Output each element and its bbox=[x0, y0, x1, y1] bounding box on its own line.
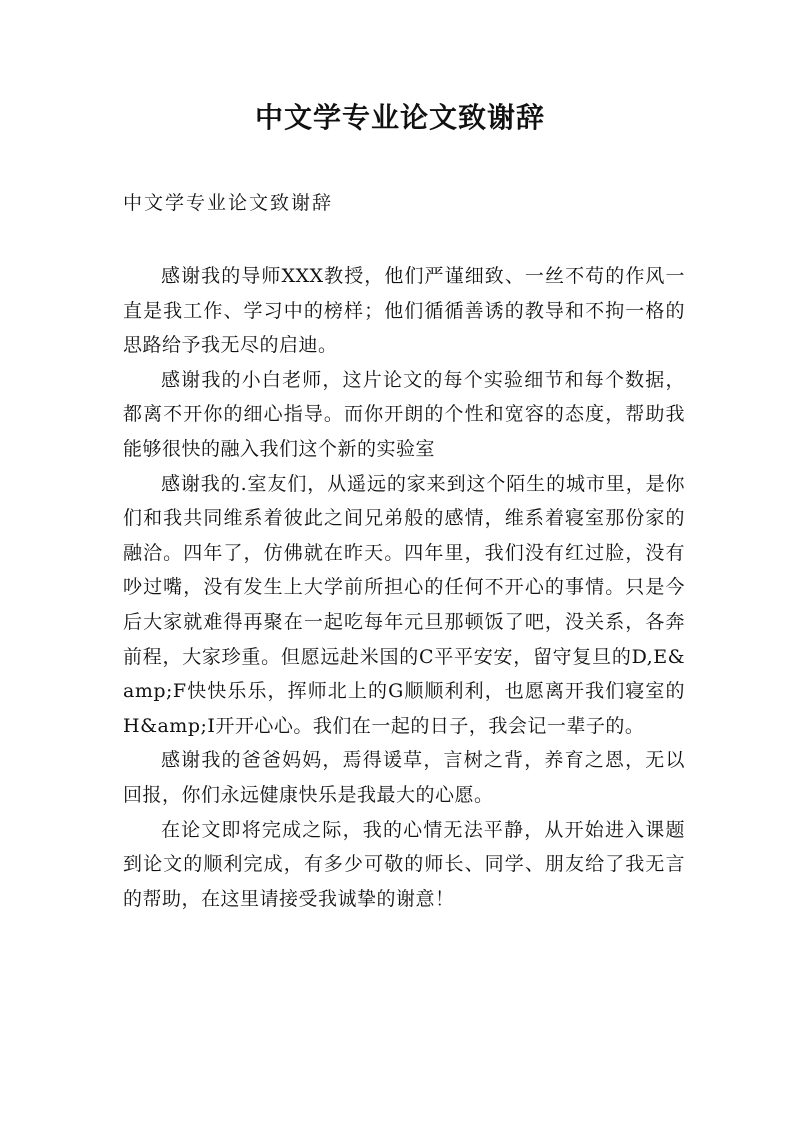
paragraph-parents: 感谢我的爸爸妈妈，焉得谖草，言树之背，养育之恩，无以回报，你们永远健康快乐是我最大的心愿。 bbox=[123, 749, 685, 806]
paragraph-closing: 在论文即将完成之际，我的心情无法平静，从开始进入课题到论文的顺利完成，有多少可敬的师长、同学、朋友给了我无言的帮助，在这里请接受我诚挚的谢意！ bbox=[123, 818, 685, 910]
paragraph-advisor: 感谢我的导师XXX教授，他们严谨细致、一丝不苟的作风一直是我工作、学习中的榜样；他们循循善诱的教导和不拘一格的思路给予我无尽的启迪。 bbox=[123, 265, 685, 357]
document-body bbox=[123, 259, 685, 916]
page-title: 中文学专业论文致谢辞 bbox=[254, 101, 545, 134]
document-subtitle: 中文学专业论文致谢辞 bbox=[123, 192, 334, 214]
paragraph-teacher: 感谢我的小白老师，这片论文的每个实验细节和每个数据，都离不开你的细心指导。而你开朗的个性和宽容的态度，帮助我能够很快的融入我们这个新的实验室 bbox=[123, 368, 685, 460]
paragraph-roommates: 感谢我的.室友们，从遥远的家来到这个陌生的城市里，是你们和我共同维系着彼此之间兄弟般的感情，维系着寝室那份家的融洽。四年了，仿佛就在昨天。四年里，我们没有红过脸，没有吵过嘴，没有发生上大学前所担心的任何不开心的事情。只是今后大家就难得再聚在一起吃每年元旦那顿饭了吧，没关系，各奔前程，大家珍重。但愿远赴米国的C平平安安，留守复旦的D,E&amp;F快快乐乐，挥师北上的G顺顺利利，也愿离开我们寝室的H&amp;I开开心心。我们在一起的日子，我会记一辈子的。 bbox=[123, 472, 685, 737]
